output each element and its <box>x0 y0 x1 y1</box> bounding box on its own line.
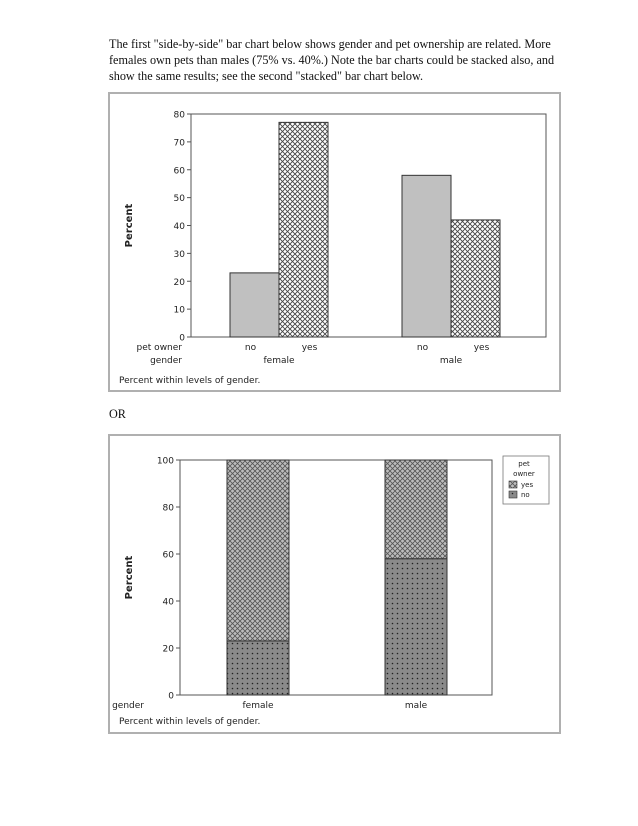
bar-male-yes <box>385 460 447 559</box>
y-tick-label: 20 <box>173 277 185 288</box>
row-label-outer: gender <box>150 356 182 366</box>
y-tick-label: 60 <box>162 550 174 561</box>
category-label: male <box>404 701 428 711</box>
y-axis-label: Percent <box>124 555 135 600</box>
legend <box>503 456 549 504</box>
group-label: female <box>263 356 295 366</box>
chart-footnote: Percent within levels of gender. <box>119 717 261 727</box>
side-by-side-chart-svg <box>110 94 559 390</box>
bar-female-no <box>230 273 279 337</box>
legend-label-yes: yes <box>521 481 534 489</box>
y-axis-label: Percent <box>124 203 135 248</box>
subcategory-label: yes <box>473 343 490 353</box>
y-tick-label: 10 <box>173 305 185 316</box>
y-tick-label: 0 <box>179 333 185 344</box>
or-label: OR <box>109 407 126 421</box>
y-tick-label: 100 <box>156 456 174 467</box>
row-label-inner: pet owner <box>136 343 182 353</box>
bar-female-yes <box>227 460 289 641</box>
bar-female-yes <box>279 122 328 337</box>
y-tick-label: 70 <box>173 138 185 149</box>
stacked-bar-chart <box>108 434 561 734</box>
subcategory-label: no <box>244 343 257 353</box>
legend-title-line1: pet <box>518 460 530 468</box>
y-tick-label: 20 <box>162 644 174 655</box>
stacked-chart-svg <box>110 436 559 732</box>
category-label: female <box>242 701 274 711</box>
x-axis-label: gender <box>112 701 144 711</box>
y-tick-label: 50 <box>173 194 185 205</box>
legend-label-no: no <box>521 491 530 499</box>
legend-title-line2: owner <box>513 470 535 478</box>
y-tick-label: 60 <box>173 166 185 177</box>
bar-male-yes <box>451 220 500 337</box>
legend-swatch-no <box>509 491 517 498</box>
y-tick-label: 80 <box>173 110 185 121</box>
intro-paragraph: The first "side-by-side" bar chart below shows gender and pet ownership are related. More females own pets than males (75% vs. 40%.) Note the bar charts could be stacked also, and show the same results; see the second "stacked" bar chart below. <box>109 37 555 83</box>
subcategory-label: no <box>416 343 429 353</box>
y-tick-label: 30 <box>173 249 185 260</box>
subcategory-label: yes <box>301 343 318 353</box>
y-tick-label: 0 <box>168 691 174 702</box>
bar-male-no <box>385 559 447 695</box>
legend-swatch-yes <box>509 481 517 488</box>
side-by-side-bar-chart <box>108 92 561 392</box>
y-tick-label: 40 <box>173 222 185 232</box>
group-label: male <box>439 356 463 366</box>
chart-footnote: Percent within levels of gender. <box>119 376 261 386</box>
bar-male-no <box>402 175 451 337</box>
y-tick-label: 40 <box>162 597 174 608</box>
bar-female-no <box>227 641 289 695</box>
y-tick-label: 80 <box>162 503 174 514</box>
